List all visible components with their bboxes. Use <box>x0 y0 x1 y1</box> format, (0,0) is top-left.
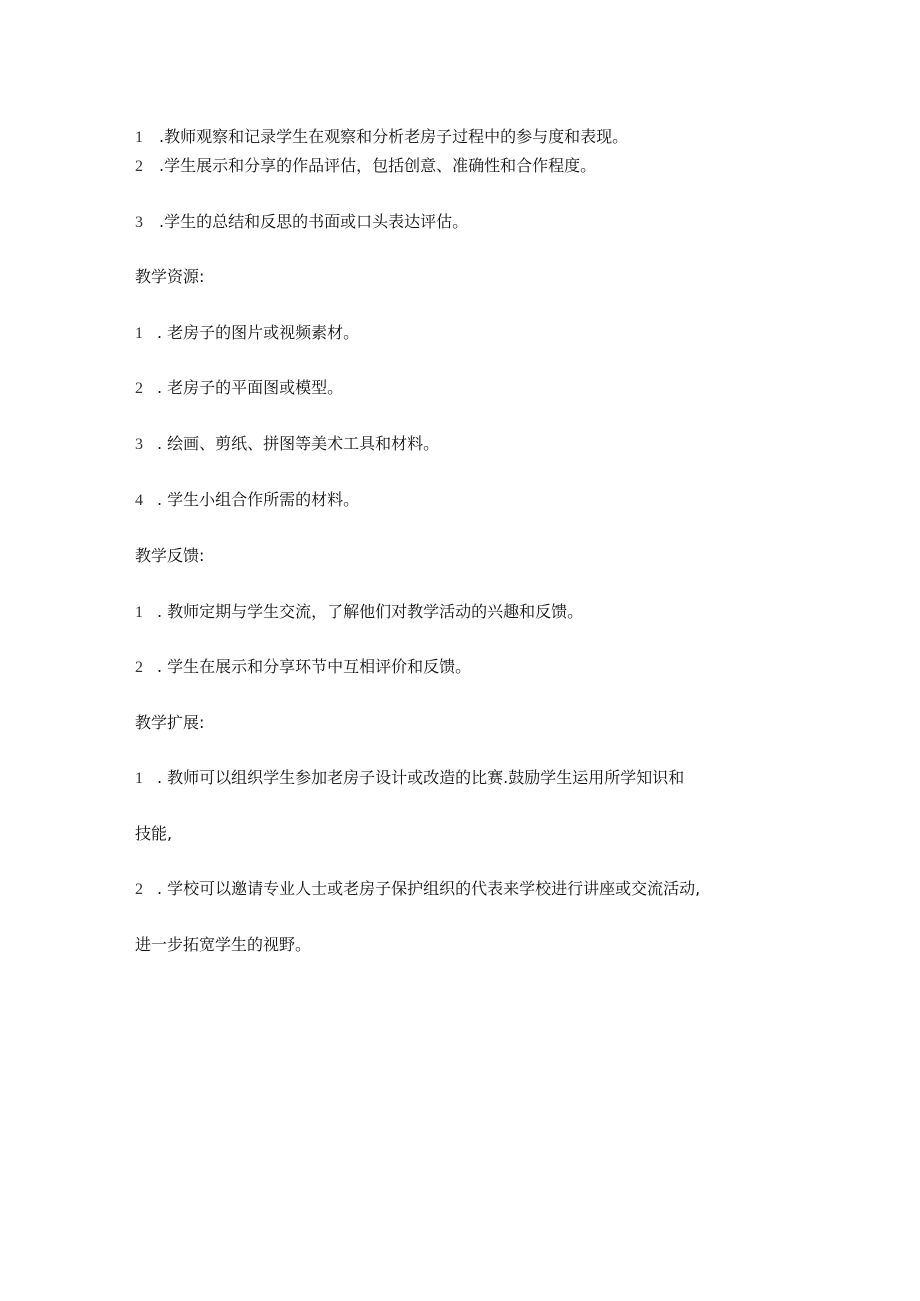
list-number: 1 <box>135 604 143 621</box>
list-text: . 学生小组合作所需的材料。 <box>157 490 360 509</box>
list-number: 3 <box>135 436 143 453</box>
list-number: 2 <box>135 158 143 175</box>
list-text: . 学校可以邀请专业人士或老房子保护组织的代表来学校进行讲座或交流活动, <box>157 879 701 898</box>
list-number: 1 <box>135 325 143 342</box>
list-number: 1 <box>135 770 143 787</box>
extension-item-2-continuation: 进一步拓宽学生的视野。 <box>135 935 312 954</box>
list-number: 2 <box>135 659 143 676</box>
list-text: . 老房子的图片或视频素材。 <box>157 323 360 342</box>
list-text: . 教师定期与学生交流，了解他们对教学活动的兴趣和反馈。 <box>157 602 584 621</box>
list-text: .教师观察和记录学生在观察和分析老房子过程中的参与度和表现。 <box>159 127 629 146</box>
assessment-item-2 <box>135 156 596 177</box>
list-text: . 教师可以组织学生参加老房子设计或改造的比赛.鼓励学生运用所学知识和 <box>157 768 685 787</box>
resources-heading: 教学资源: <box>135 267 205 286</box>
resources-item-2 <box>135 378 343 399</box>
extension-item-1 <box>135 768 684 789</box>
list-number: 3 <box>135 214 143 231</box>
feedback-heading: 教学反馈: <box>135 546 205 565</box>
list-text: . 老房子的平面图或模型。 <box>157 378 344 397</box>
list-text: .学生展示和分享的作品评估，包括创意、准确性和合作程度。 <box>159 156 597 175</box>
extension-item-2 <box>135 879 700 900</box>
assessment-item-1 <box>135 127 628 148</box>
feedback-item-1 <box>135 602 583 623</box>
extension-heading: 教学扩展: <box>135 713 205 732</box>
list-number: 1 <box>135 129 143 146</box>
list-number: 2 <box>135 380 143 397</box>
list-text: . 学生在展示和分享环节中互相评价和反馈。 <box>157 657 472 676</box>
list-number: 4 <box>135 492 143 509</box>
resources-item-3 <box>135 434 439 455</box>
list-number: 2 <box>135 881 143 898</box>
extension-item-1-continuation: 技能, <box>135 824 173 843</box>
resources-item-1 <box>135 323 359 344</box>
resources-item-4 <box>135 490 359 511</box>
feedback-item-2 <box>135 657 471 678</box>
list-text: . 绘画、剪纸、拼图等美术工具和材料。 <box>157 434 440 453</box>
list-text: .学生的总结和反思的书面或口头表达评估。 <box>159 212 469 231</box>
assessment-item-3 <box>135 212 468 233</box>
